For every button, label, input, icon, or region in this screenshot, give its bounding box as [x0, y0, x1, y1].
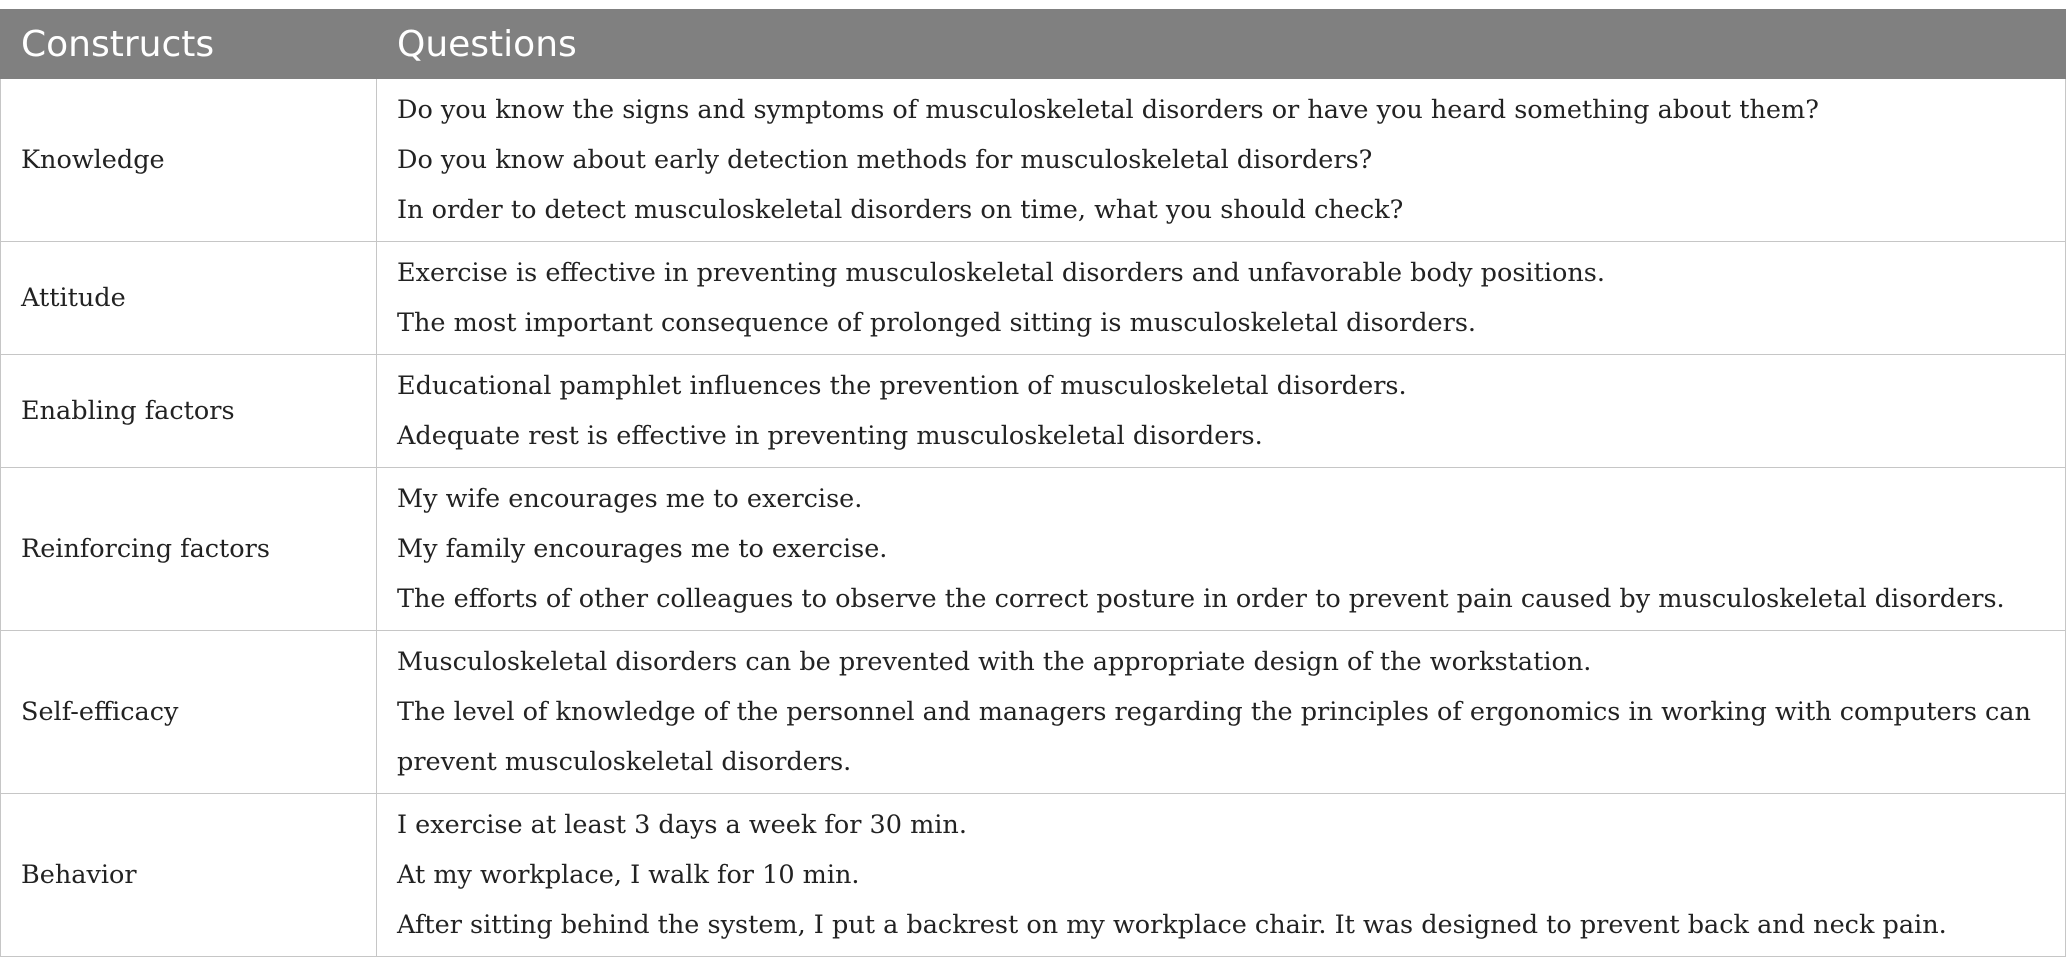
- table-header: [1, 10, 2066, 79]
- table-body: [1, 79, 2066, 957]
- table-row: [1, 631, 2066, 794]
- constructs-questions-table: [0, 9, 2066, 957]
- question-text: The efforts of other colleagues to observe the correct posture in order to prevent pain caused by musculoskeletal disorders.: [397, 584, 2005, 614]
- table-row: [1, 79, 2066, 242]
- question-text: The level of knowledge of the personnel and managers regarding the principles of ergonomics in working with computers can prevent musculoskeletal disorders.: [397, 697, 2031, 777]
- header-constructs: Constructs: [1, 10, 377, 79]
- question-text: Do you know the signs and symptoms of musculoskeletal disorders or have you heard something about them?: [397, 95, 1819, 125]
- questions-cell: [377, 79, 2066, 242]
- construct-cell: Self-efficacy: [1, 631, 377, 794]
- header-row: [1, 10, 2066, 79]
- construct-cell: Behavior: [1, 794, 377, 957]
- questions-cell: [377, 794, 2066, 957]
- header-questions: Questions: [377, 10, 2066, 79]
- questions-cell: [377, 355, 2066, 468]
- question-text: My wife encourages me to exercise.: [397, 484, 863, 514]
- questions-cell: [377, 242, 2066, 355]
- construct-cell: Reinforcing factors: [1, 468, 377, 631]
- question-text: Exercise is effective in preventing musculoskeletal disorders and unfavorable body positions.: [397, 258, 1605, 288]
- questions-cell: [377, 631, 2066, 794]
- question-text: Adequate rest is effective in preventing musculoskeletal disorders.: [397, 421, 1263, 451]
- question-text: Educational pamphlet influences the prevention of musculoskeletal disorders.: [397, 371, 1407, 401]
- question-text: I exercise at least 3 days a week for 30 min.: [397, 810, 967, 840]
- questions-cell: [377, 468, 2066, 631]
- question-text: The most important consequence of prolonged sitting is musculoskeletal disorders.: [397, 308, 1477, 338]
- question-text: Musculoskeletal disorders can be prevented with the appropriate design of the workstation.: [397, 647, 1592, 677]
- question-text: After sitting behind the system, I put a backrest on my workplace chair. It was designed to prevent back and neck pain.: [397, 910, 1947, 940]
- question-text: Do you know about early detection methods for musculoskeletal disorders?: [397, 145, 1373, 175]
- table-row: [1, 468, 2066, 631]
- table-row: [1, 794, 2066, 957]
- table-row: [1, 355, 2066, 468]
- table-row: [1, 242, 2066, 355]
- construct-cell: Knowledge: [1, 79, 377, 242]
- question-text: At my workplace, I walk for 10 min.: [397, 860, 860, 890]
- construct-cell: Attitude: [1, 242, 377, 355]
- question-text: My family encourages me to exercise.: [397, 534, 888, 564]
- construct-cell: Enabling factors: [1, 355, 377, 468]
- question-text: In order to detect musculoskeletal disorders on time, what you should check?: [397, 195, 1404, 225]
